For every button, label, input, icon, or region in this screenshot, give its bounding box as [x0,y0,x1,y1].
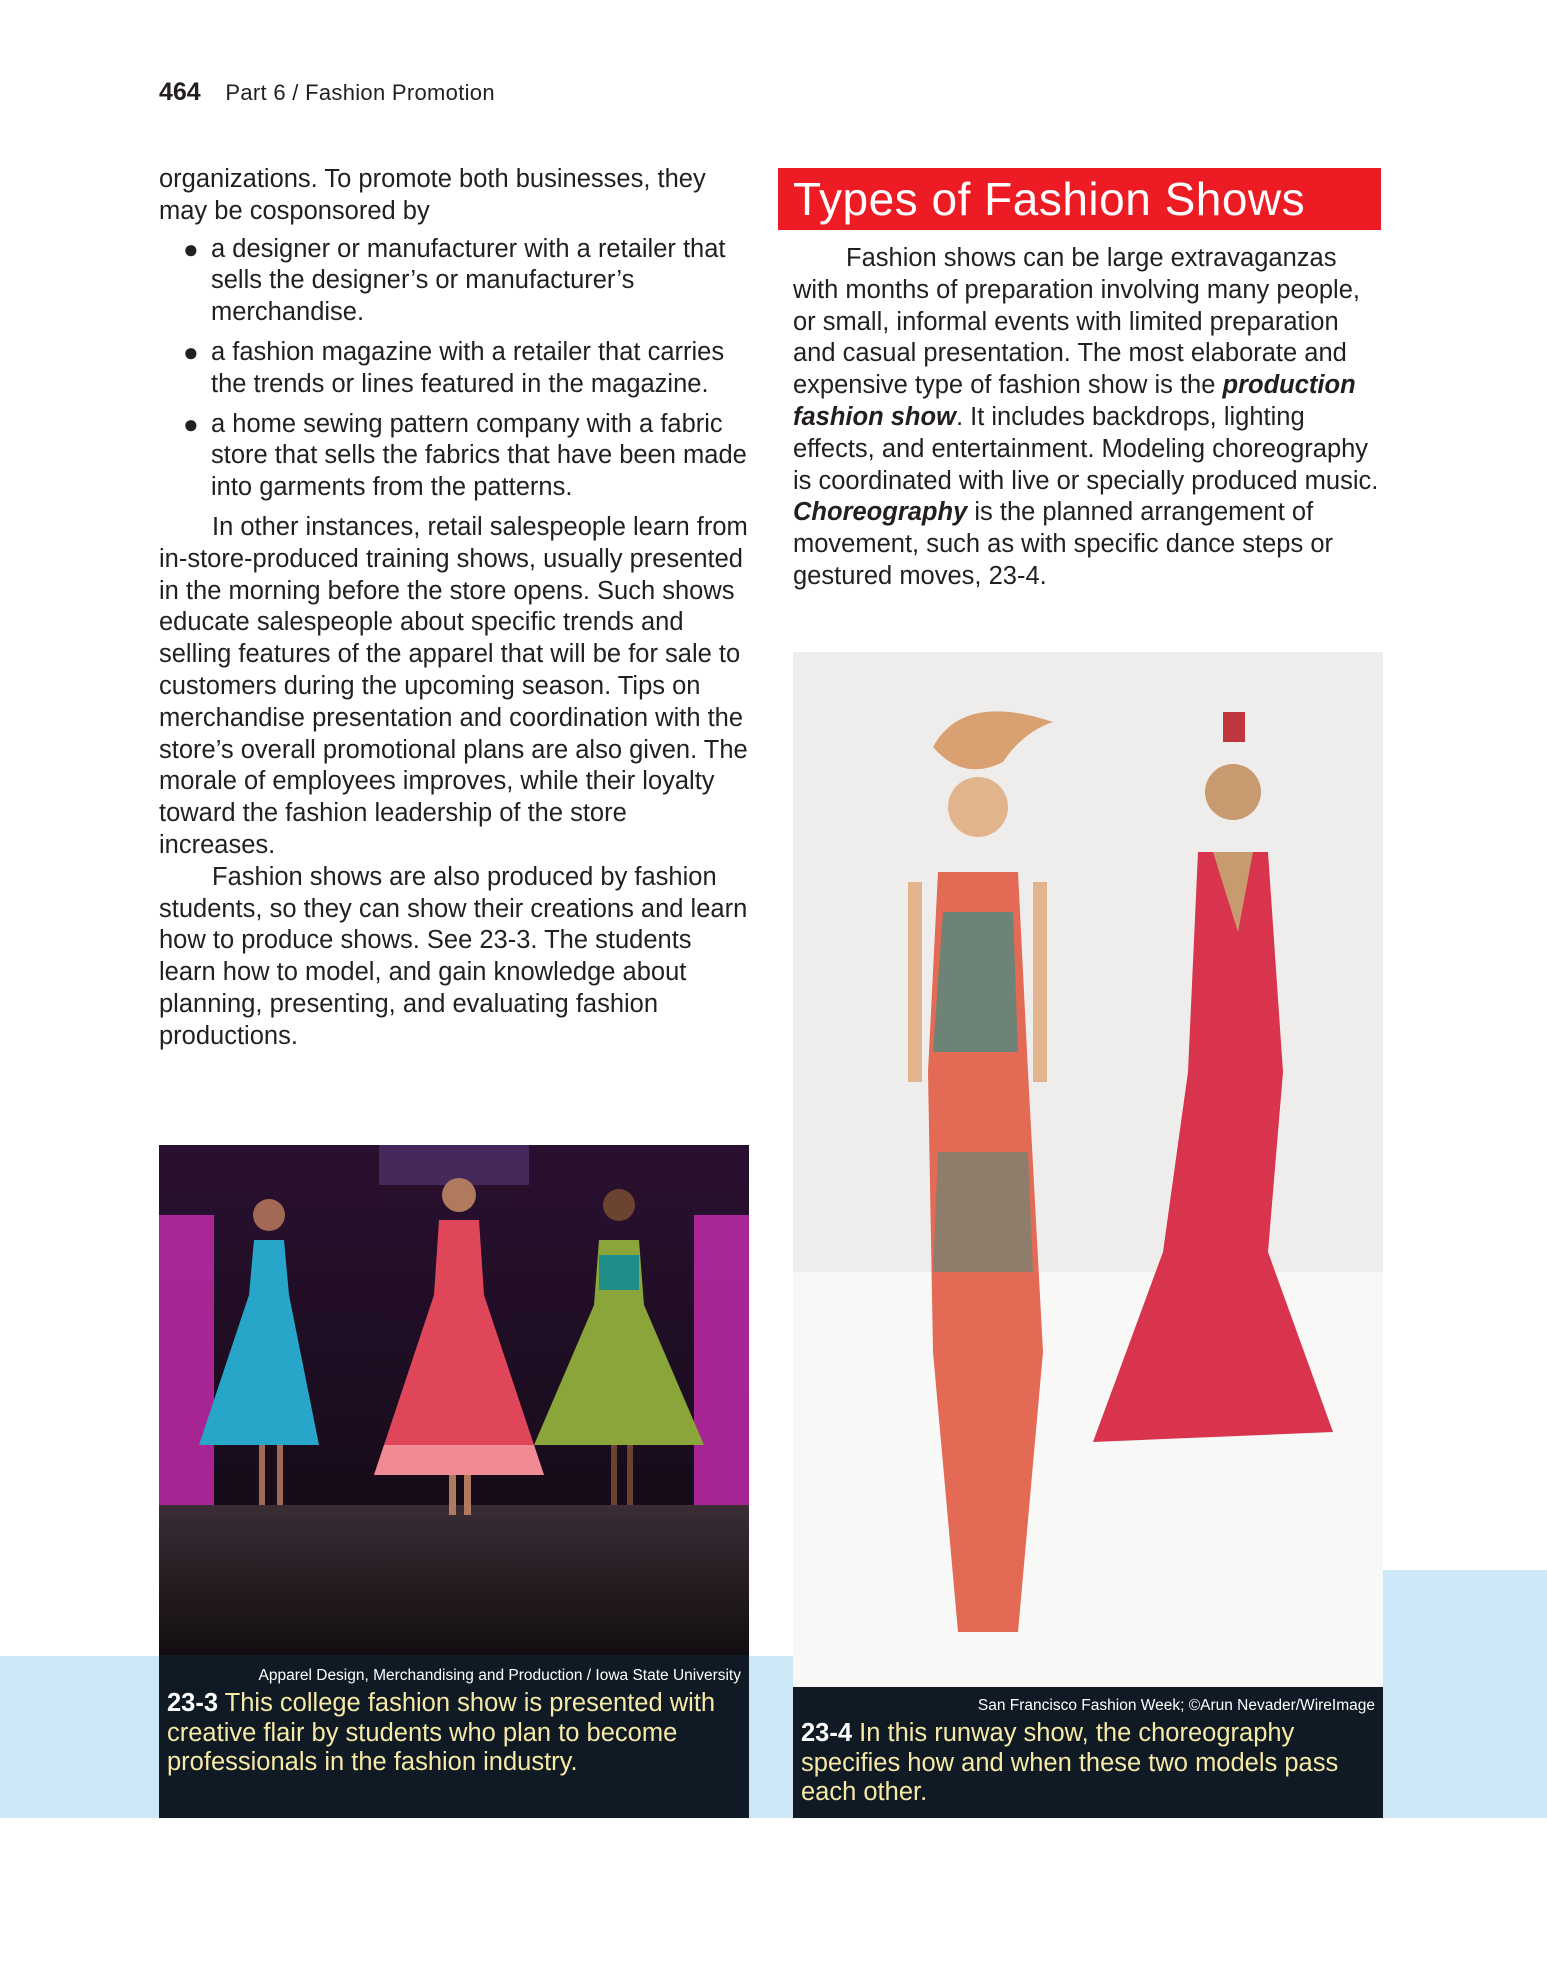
figure-23-3-caption [159,1655,749,1818]
bullet-icon: ● [183,408,199,439]
cosponsor-list [159,234,749,504]
left-column [159,164,749,1053]
runway-illustration [793,652,1383,1687]
term-production-fashion-show: production fashion show [793,371,1356,431]
paragraph-student-shows: Fashion shows are also produced by fashion students, so they can show their creations and learn how to produce shows. See 23-3. The students learn how to model, and gain knowledge about planning, presenting, and evaluating fashion productions. [159,862,748,1050]
figure-number: 23-3 [167,1689,219,1717]
list-item: ● a home sewing pattern company with a fabric store that sells the fabrics that have been made into garments from the patterns. [183,408,747,502]
figure-23-4-caption [793,1687,1383,1818]
bullet-icon: ● [183,233,199,264]
paragraph-types: Fashion shows can be large extravaganzas with months of preparation involving many people, or small, informal events with limited preparation and casual presentation. The most elaborate and expensive type of fashion show is the production fashion show. It includes backdrops, lighting effects, and entertainment. Modeling choreography is coordinated with live or specially produced music. Choreography is the planned arrangement of movement, such as with specific dance steps or gestured moves, 23-4. [793,244,1379,590]
list-item: ● a designer or manufacturer with a retailer that sells the designer’s or manufacturer’s merchandise. [183,233,726,327]
list-item: ● a fashion magazine with a retailer that carries the trends or lines featured in the magazine. [183,336,725,398]
running-header [159,78,495,107]
figure-23-3-photo [159,1145,749,1655]
figure-number: 23-4 [801,1719,853,1747]
caption-text: 23-4 In this runway show, the choreography specifies how and when these two models pass each other. [801,1719,1339,1806]
photo-credit: Apparel Design, Merchandising and Production / Iowa State University [258,1667,741,1684]
term-choreography: Choreography [793,498,968,527]
section-heading: Types of Fashion Shows [778,168,1381,230]
bullet-icon: ● [183,336,199,367]
right-column [793,243,1383,593]
part-title: Part 6 / Fashion Promotion [225,80,495,105]
intro-paragraph: organizations. To promote both businesses, they may be cosponsored by [159,165,706,225]
photo-credit: San Francisco Fashion Week; ©Arun Nevader/WireImage [977,1697,1375,1714]
caption-text: 23-3 This college fashion show is presented with creative flair by students who plan to become professionals in the fashion industry. [167,1689,716,1776]
page-number: 464 [159,78,201,106]
caption-band-right [1381,1570,1547,1818]
figure-23-4-photo [793,652,1383,1687]
paragraph-training-shows: In other instances, retail salespeople learn from in-store-produced training shows, usually presented in the morning before the store opens. Such shows educate salespeople about specific trends and selling features of the apparel that will be for sale to customers during the upcoming season. Tips on merchandise presentation and coordination with the store’s overall promotional plans are also given. The morale of employees improves, while their loyalty toward the fashion leadership of the store increases. [159,512,748,859]
college-show-illustration [159,1145,749,1655]
